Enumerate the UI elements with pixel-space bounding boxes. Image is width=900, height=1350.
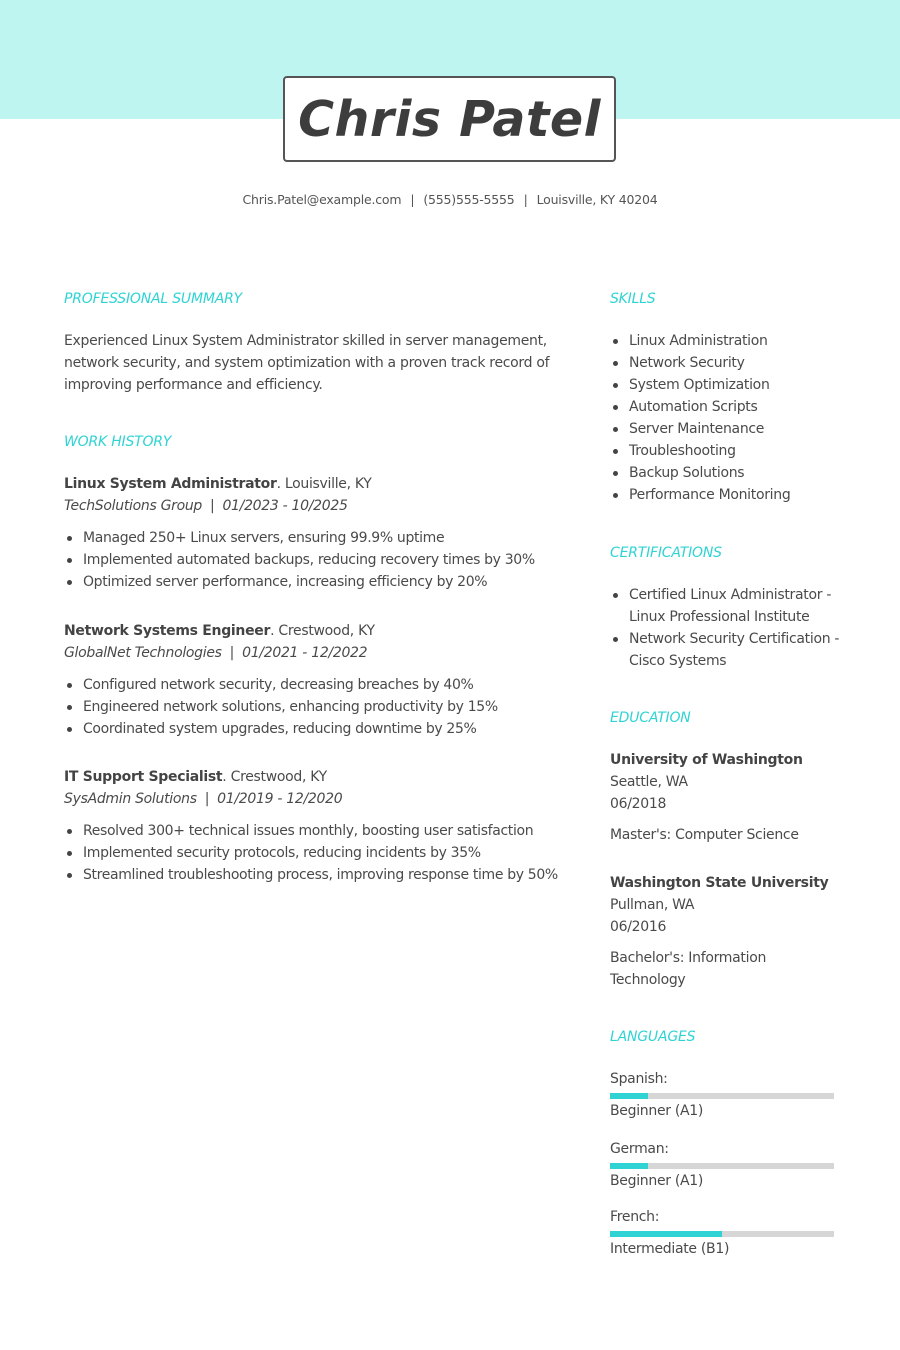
certification-item: Certified Linux Administrator - Linux Professional Institute (610, 584, 840, 628)
job-location: . Crestwood, KY (222, 769, 327, 785)
skills-list (610, 330, 840, 506)
education-degree: Master's: Computer Science (610, 827, 799, 843)
education-date: 06/2016 (610, 919, 667, 935)
job-location: . Crestwood, KY (270, 623, 375, 639)
candidate-name: Chris Patel (298, 90, 601, 148)
contact-email: Chris.Patel@example.com (242, 192, 402, 207)
language-proficiency-bar (610, 1163, 834, 1169)
contact-separator: | (410, 192, 415, 207)
job-title-line (64, 473, 564, 495)
education-degree: Bachelor's: Information Technology (610, 950, 767, 988)
language-name: Spanish: (610, 1071, 668, 1087)
skill-item: Troubleshooting (610, 440, 840, 462)
education-heading: EDUCATION (610, 710, 691, 726)
job-dates: 01/2021 - 12/2022 (242, 645, 368, 661)
job-bullet: Configured network security, decreasing breaches by 40% (64, 674, 564, 696)
skill-item: Network Security (610, 352, 840, 374)
job-entry (64, 620, 564, 740)
language-proficiency-fill (610, 1163, 648, 1169)
job-company-line (64, 495, 564, 517)
job-bullet: Engineered network solutions, enhancing productivity by 15% (64, 696, 564, 718)
job-entry (64, 766, 564, 886)
language-entry (610, 1068, 834, 1122)
job-bullet: Implemented automated backups, reducing recovery times by 30% (64, 549, 564, 571)
job-dates: 01/2023 - 10/2025 (222, 498, 348, 514)
skill-item: Automation Scripts (610, 396, 840, 418)
job-bullet: Managed 250+ Linux servers, ensuring 99.9% uptime (64, 527, 564, 549)
language-entry (610, 1206, 834, 1260)
education-date: 06/2018 (610, 796, 667, 812)
education-school: Washington State University (610, 875, 829, 891)
language-proficiency-bar (610, 1231, 834, 1237)
contact-phone: (555)555-5555 (423, 192, 515, 207)
skill-item: Server Maintenance (610, 418, 840, 440)
job-title: Linux System Administrator (64, 476, 277, 492)
language-proficiency-fill (610, 1093, 648, 1099)
language-level: Intermediate (B1) (610, 1241, 730, 1257)
education-entry (610, 749, 840, 846)
contact-line (0, 192, 900, 207)
job-title: IT Support Specialist (64, 769, 223, 785)
language-level: Beginner (A1) (610, 1103, 704, 1119)
job-bullet: Implemented security protocols, reducing incidents by 35% (64, 842, 564, 864)
job-entry (64, 473, 564, 593)
summary-text: Experienced Linux System Administrator skilled in server management, network security, and system optimization with a proven track record of improving performance and efficiency. (64, 333, 550, 393)
language-proficiency-bar (610, 1093, 834, 1099)
job-company-line (64, 642, 564, 664)
language-proficiency-fill (610, 1231, 722, 1237)
certification-item: Network Security Certification - Cisco Systems (610, 628, 840, 672)
job-title: Network Systems Engineer (64, 623, 271, 639)
job-separator: | (204, 791, 210, 807)
languages-heading: LANGUAGES (610, 1029, 696, 1045)
job-bullets (64, 674, 564, 740)
job-bullets (64, 527, 564, 593)
language-entry (610, 1138, 834, 1192)
job-location: . Louisville, KY (276, 476, 372, 492)
language-level: Beginner (A1) (610, 1173, 704, 1189)
education-school: University of Washington (610, 752, 803, 768)
certifications-heading: CERTIFICATIONS (610, 545, 722, 561)
job-separator: | (210, 498, 215, 514)
contact-separator: | (523, 192, 528, 207)
skill-item: System Optimization (610, 374, 840, 396)
job-bullet: Streamlined troubleshooting process, improving response time by 50% (64, 864, 564, 886)
job-bullet: Resolved 300+ technical issues monthly, boosting user satisfaction (64, 820, 564, 842)
summary-heading: PROFESSIONAL SUMMARY (64, 291, 242, 307)
education-location: Seattle, WA (610, 774, 688, 790)
job-bullet: Optimized server performance, increasing efficiency by 20% (64, 571, 564, 593)
job-company: SysAdmin Solutions (64, 791, 197, 807)
skill-item: Linux Administration (610, 330, 840, 352)
job-dates: 01/2019 - 12/2020 (217, 791, 343, 807)
job-bullets (64, 820, 564, 886)
language-name: French: (610, 1209, 660, 1225)
job-company: TechSolutions Group (64, 498, 203, 514)
education-location: Pullman, WA (610, 897, 695, 913)
job-title-line (64, 766, 564, 788)
job-separator: | (229, 645, 235, 661)
skill-item: Performance Monitoring (610, 484, 840, 506)
language-name: German: (610, 1141, 669, 1157)
name-box (283, 76, 616, 162)
education-entry (610, 872, 840, 991)
job-title-line (64, 620, 564, 642)
job-bullet: Coordinated system upgrades, reducing downtime by 25% (64, 718, 564, 740)
certifications-list (610, 584, 840, 672)
work-history-heading: WORK HISTORY (64, 434, 172, 450)
job-company-line (64, 788, 564, 810)
skills-heading: SKILLS (610, 291, 656, 307)
contact-location: Louisville, KY 40204 (536, 192, 658, 207)
job-company: GlobalNet Technologies (64, 645, 222, 661)
skill-item: Backup Solutions (610, 462, 840, 484)
